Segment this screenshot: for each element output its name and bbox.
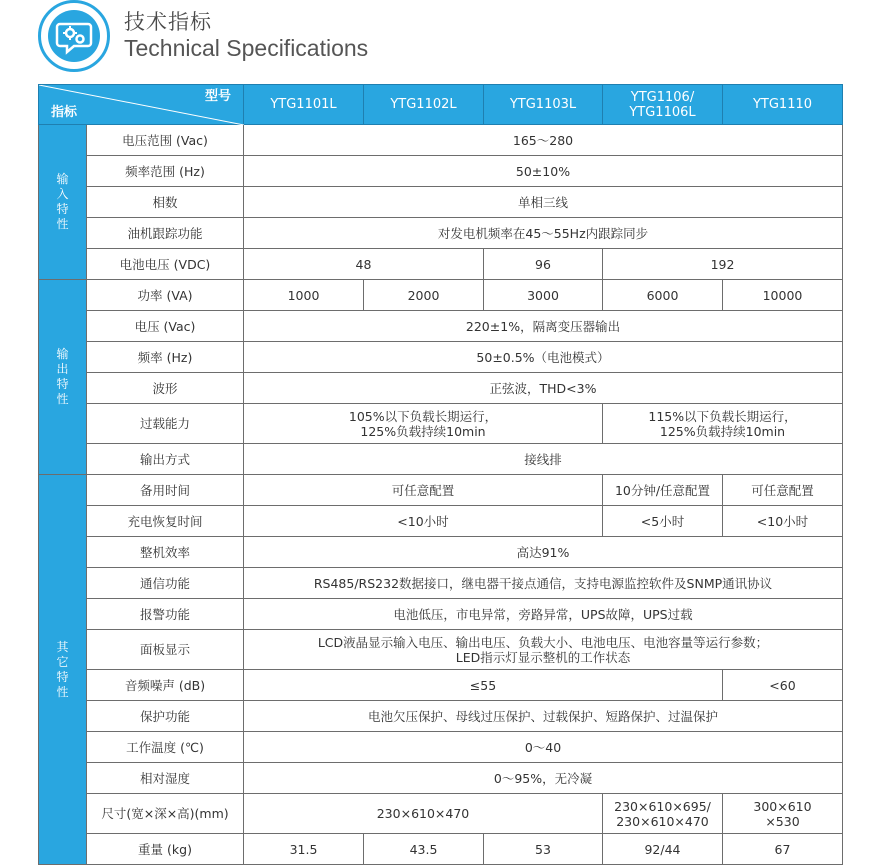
cell-value: 31.5 [244, 834, 364, 865]
table-row [39, 311, 843, 342]
gear-speech-icon [48, 10, 100, 62]
cell-value: 单相三线 [244, 187, 843, 218]
table-row [39, 670, 843, 701]
cell-value: 105%以下负载长期运行， 125%负载持续10min [244, 404, 603, 444]
cell-value: 165～280 [244, 125, 843, 156]
cell-value: 300×610 ×530 [723, 794, 843, 834]
cell-value: ≤55 [244, 670, 723, 701]
cell-value: 3000 [484, 280, 603, 311]
row-label: 相数 [87, 187, 244, 218]
corner-model-label: 型号 [204, 89, 231, 104]
group-other: 其它特性 [39, 475, 87, 865]
cell-value: <10小时 [244, 506, 603, 537]
cell-value: 92/44 [603, 834, 723, 865]
row-label: 保护功能 [87, 701, 244, 732]
table-row [39, 404, 843, 444]
table-header-row [39, 85, 843, 125]
row-label: 相对湿度 [87, 763, 244, 794]
row-label: 频率 (Hz) [87, 342, 244, 373]
row-label: 重量 (kg) [87, 834, 244, 865]
cell-value: 115%以下负载长期运行， 125%负载持续10min [603, 404, 843, 444]
cell-value: 96 [484, 249, 603, 280]
table-row [39, 537, 843, 568]
cell-value: 43.5 [364, 834, 484, 865]
table-row [39, 280, 843, 311]
cell-value: 0～95%，无冷凝 [244, 763, 843, 794]
row-label: 电压 (Vac) [87, 311, 244, 342]
table-row [39, 732, 843, 763]
group-output: 输出特性 [39, 280, 87, 475]
cell-value: 220±1%，隔离变压器输出 [244, 311, 843, 342]
row-label: 整机效率 [87, 537, 244, 568]
cell-value: 高达91% [244, 537, 843, 568]
spec-table [38, 84, 843, 865]
row-label: 电池电压 (VDC) [87, 249, 244, 280]
row-label: 报警功能 [87, 599, 244, 630]
cell-value: 48 [244, 249, 484, 280]
cell-value: <10小时 [723, 506, 843, 537]
row-label: 备用时间 [87, 475, 244, 506]
table-row [39, 342, 843, 373]
cell-value: 电池低压，市电异常，旁路异常，UPS故障，UPS过载 [244, 599, 843, 630]
cell-value: 接线排 [244, 444, 843, 475]
cell-value: 192 [603, 249, 843, 280]
model-header: YTG1103L [484, 85, 603, 125]
model-header: YTG1110 [723, 85, 843, 125]
row-label: 充电恢复时间 [87, 506, 244, 537]
cell-value: 电池欠压保护、母线过压保护、过载保护、短路保护、过温保护 [244, 701, 843, 732]
row-label: 尺寸(宽×深×高)(mm) [87, 794, 244, 834]
row-label: 频率范围 (Hz) [87, 156, 244, 187]
cell-value: 可任意配置 [723, 475, 843, 506]
group-input: 输入特性 [39, 125, 87, 280]
row-label: 过载能力 [87, 404, 244, 444]
cell-value: 53 [484, 834, 603, 865]
cell-value: 2000 [364, 280, 484, 311]
cell-value: RS485/RS232数据接口，继电器干接点通信，支持电源监控软件及SNMP通讯协议 [244, 568, 843, 599]
page-title-en: Technical Specifications [124, 35, 369, 61]
model-header: YTG1106/ YTG1106L [603, 85, 723, 125]
logo [38, 0, 110, 72]
table-row [39, 506, 843, 537]
row-label: 功率 (VA) [87, 280, 244, 311]
cell-value: 50±10% [244, 156, 843, 187]
table-row [39, 568, 843, 599]
cell-value: 67 [723, 834, 843, 865]
table-row [39, 475, 843, 506]
table-corner [39, 85, 244, 125]
cell-value: <5小时 [603, 506, 723, 537]
row-label: 工作温度 (℃) [87, 732, 244, 763]
row-label: 油机跟踪功能 [87, 218, 244, 249]
cell-value: 230×610×470 [244, 794, 603, 834]
table-row [39, 187, 843, 218]
cell-value: 10分钟/任意配置 [603, 475, 723, 506]
table-row [39, 125, 843, 156]
table-row [39, 763, 843, 794]
table-row [39, 794, 843, 834]
cell-value: 10000 [723, 280, 843, 311]
cell-value: 50±0.5%（电池模式） [244, 342, 843, 373]
table-row [39, 630, 843, 670]
page-header [0, 0, 871, 80]
table-row [39, 701, 843, 732]
cell-value: 6000 [603, 280, 723, 311]
row-label: 面板显示 [87, 630, 244, 670]
cell-value: LCD液晶显示输入电压、输出电压、负载大小、电池电压、电池容量等运行参数； LED指示灯显示整机的工作状态 [244, 630, 843, 670]
table-row [39, 834, 843, 865]
cell-value: 正弦波，THD<3% [244, 373, 843, 404]
table-row [39, 373, 843, 404]
cell-value: <60 [723, 670, 843, 701]
row-label: 波形 [87, 373, 244, 404]
cell-value: 对发电机频率在45～55Hz内跟踪同步 [244, 218, 843, 249]
model-header: YTG1102L [364, 85, 484, 125]
table-row [39, 599, 843, 630]
row-label: 电压范围 (Vac) [87, 125, 244, 156]
table-row [39, 444, 843, 475]
row-label: 音频噪声 (dB) [87, 670, 244, 701]
cell-value: 230×610×695/ 230×610×470 [603, 794, 723, 834]
cell-value: 1000 [244, 280, 364, 311]
table-row [39, 218, 843, 249]
table-row [39, 156, 843, 187]
table-row [39, 249, 843, 280]
row-label: 输出方式 [87, 444, 244, 475]
cell-value: 可任意配置 [244, 475, 603, 506]
row-label: 通信功能 [87, 568, 244, 599]
model-header: YTG1101L [244, 85, 364, 125]
corner-index-label: 指标 [51, 105, 78, 120]
cell-value: 0～40 [244, 732, 843, 763]
page-title-cn: 技术指标 [124, 10, 212, 34]
